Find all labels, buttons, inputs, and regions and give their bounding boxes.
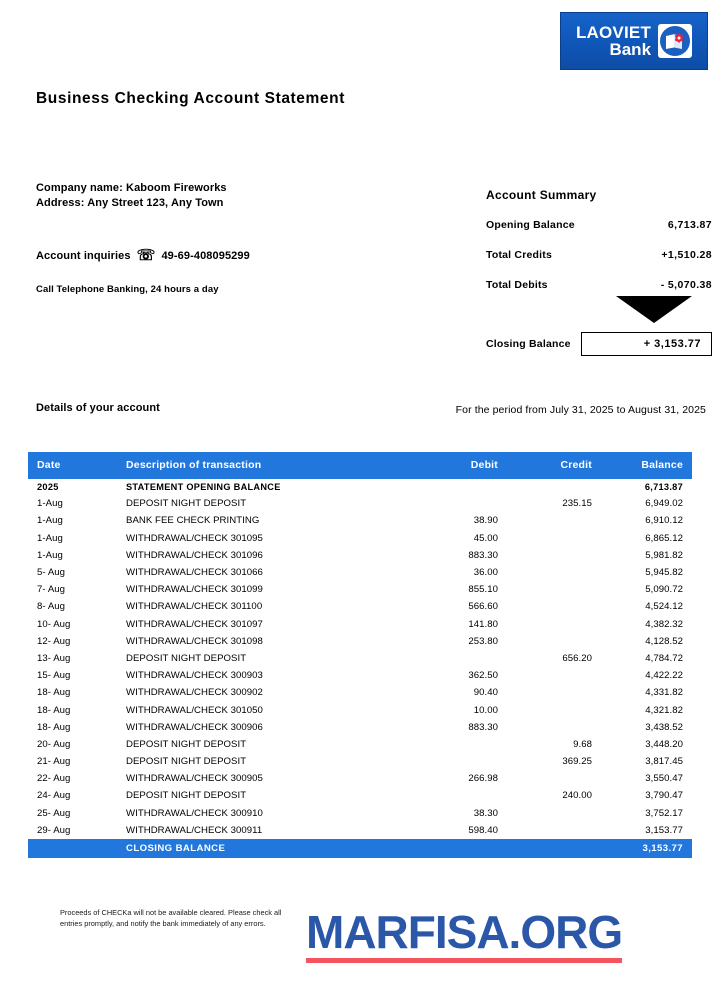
- cell-credit: [516, 479, 608, 495]
- cell-debit: 253.80: [468, 635, 498, 647]
- summary-label: Total Debits: [486, 279, 548, 291]
- cell-description: WITHDRAWAL/CHECK 300910: [126, 807, 263, 819]
- account-inquiries-label: Account inquiries: [36, 249, 131, 262]
- transactions-body: [28, 479, 692, 839]
- bank-name-line1: LAOVIET: [575, 23, 652, 42]
- column-header-description: Description of transaction: [126, 452, 416, 479]
- table-row: [28, 495, 692, 512]
- cell-date: 10- Aug: [37, 618, 71, 630]
- cell-credit: [516, 616, 608, 633]
- cell-date: 1-Aug: [37, 532, 63, 544]
- cell-balance: 4,382.32: [645, 618, 683, 630]
- cell-description: WITHDRAWAL/CHECK 301095: [126, 532, 263, 544]
- summary-value: +1,510.28: [661, 249, 712, 261]
- cell-balance: 6,713.87: [644, 482, 683, 493]
- cell-credit: [516, 667, 608, 684]
- cell-date: 21- Aug: [37, 756, 71, 768]
- watermark: [306, 908, 622, 963]
- account-inquiries-phone: 49-69-408095299: [161, 249, 250, 262]
- cell-credit: [516, 822, 608, 839]
- cell-debit: [416, 787, 516, 804]
- summary-row-opening-balance: [486, 219, 712, 231]
- closing-balance-row: [28, 839, 692, 858]
- telephone-icon: ☏: [136, 247, 156, 264]
- cell-debit: 566.60: [468, 601, 498, 613]
- cell-debit: [416, 495, 516, 512]
- table-row: [28, 564, 692, 581]
- cell-balance: 4,321.82: [645, 704, 683, 716]
- table-row: [28, 512, 692, 529]
- cell-balance: 6,865.12: [645, 532, 683, 544]
- cell-debit: 883.30: [468, 721, 498, 733]
- table-row: [28, 805, 692, 822]
- cell-credit: [516, 530, 608, 547]
- cell-debit: 45.00: [473, 532, 498, 544]
- transactions-table: [28, 452, 692, 858]
- cell-date: 20- Aug: [37, 738, 71, 750]
- cell-balance: 4,422.22: [645, 670, 683, 682]
- cell-description: DEPOSIT NIGHT DEPOSIT: [126, 790, 247, 802]
- cell-date: 18- Aug: [37, 721, 71, 733]
- cell-credit: 240.00: [562, 790, 592, 802]
- cell-debit: 38.30: [473, 807, 498, 819]
- closing-balance-value: + 3,153.77: [581, 332, 712, 356]
- cell-balance: 6,949.02: [645, 498, 683, 510]
- cell-date: 8- Aug: [37, 601, 66, 613]
- cell-balance: 3,153.77: [645, 824, 683, 836]
- bank-logo-text: [576, 24, 651, 58]
- cell-description: WITHDRAWAL/CHECK 301066: [126, 567, 263, 579]
- page-title: Business Checking Account Statement: [36, 90, 345, 107]
- cell-date: 18- Aug: [37, 687, 71, 699]
- cell-credit: [516, 701, 608, 718]
- cell-date: 24- Aug: [37, 790, 71, 802]
- cell-balance: 3,752.17: [645, 807, 683, 819]
- table-row: [28, 633, 692, 650]
- summary-value: - 5,070.38: [660, 279, 712, 291]
- cell-date: 15- Aug: [37, 670, 71, 682]
- cell-credit: [516, 770, 608, 787]
- column-header-debit: Debit: [416, 452, 516, 479]
- cell-date: 29- Aug: [37, 824, 71, 836]
- account-summary: [486, 188, 712, 350]
- down-arrow-icon: [616, 296, 692, 323]
- table-row: [28, 701, 692, 718]
- table-row: [28, 547, 692, 564]
- cell-date: 1-Aug: [37, 549, 63, 561]
- cell-description: WITHDRAWAL/CHECK 300905: [126, 773, 263, 785]
- company-address: Address: Any Street 123, Any Town: [36, 196, 224, 209]
- cell-date: 7- Aug: [37, 584, 66, 596]
- cell-date: 25- Aug: [37, 807, 71, 819]
- summary-row-total-credits: [486, 249, 712, 261]
- summary-row-total-debits: [486, 279, 712, 291]
- cell-description: WITHDRAWAL/CHECK 301100: [126, 601, 263, 613]
- cell-credit: [516, 547, 608, 564]
- cell-credit: 9.68: [573, 738, 592, 750]
- table-row: [28, 581, 692, 598]
- cell-balance: 5,090.72: [645, 584, 683, 596]
- cell-balance: 4,784.72: [645, 652, 683, 664]
- table-row: [28, 479, 692, 495]
- cell-debit: 598.40: [468, 824, 498, 836]
- cell-balance: 5,945.82: [645, 567, 683, 579]
- cell-description: DEPOSIT NIGHT DEPOSIT: [126, 738, 247, 750]
- cell-credit: [516, 633, 608, 650]
- cell-description: DEPOSIT NIGHT DEPOSIT: [126, 652, 247, 664]
- cell-date: 12- Aug: [37, 635, 71, 647]
- table-row: [28, 684, 692, 701]
- cell-balance: 6,910.12: [645, 515, 683, 527]
- column-header-date: Date: [28, 452, 126, 479]
- cell-balance: 5,981.82: [645, 549, 683, 561]
- cell-credit: [516, 598, 608, 615]
- cell-credit: [516, 719, 608, 736]
- cell-description: WITHDRAWAL/CHECK 300902: [126, 687, 263, 699]
- cell-balance: 3,817.45: [645, 756, 683, 768]
- cell-credit: 369.25: [562, 756, 592, 768]
- cell-description: BANK FEE CHECK PRINTING: [126, 515, 260, 527]
- cell-credit: 235.15: [562, 498, 592, 510]
- summary-label: Total Credits: [486, 249, 552, 261]
- cell-description: WITHDRAWAL/CHECK 301097: [126, 618, 263, 630]
- cell-description: WITHDRAWAL/CHECK 301050: [126, 704, 263, 716]
- cell-description: DEPOSIT NIGHT DEPOSIT: [126, 498, 247, 510]
- table-row: [28, 650, 692, 667]
- cell-debit: 36.00: [473, 567, 498, 579]
- bank-name-line2: Bank: [609, 40, 652, 59]
- cell-balance: 3,790.47: [645, 790, 683, 802]
- closing-balance-row-label: CLOSING BALANCE: [126, 839, 416, 858]
- closing-balance-label: Closing Balance: [486, 338, 571, 350]
- watermark-underline: [306, 958, 622, 963]
- summary-value: 6,713.87: [667, 219, 712, 231]
- cell-description: WITHDRAWAL/CHECK 300903: [126, 670, 263, 682]
- cell-balance: 4,128.52: [645, 635, 683, 647]
- summary-label: Opening Balance: [486, 219, 575, 231]
- table-header-row: [28, 452, 692, 479]
- cell-debit: [416, 650, 516, 667]
- cell-credit: [516, 581, 608, 598]
- summary-row-closing-balance: [486, 332, 712, 356]
- cell-date: 1-Aug: [37, 515, 63, 527]
- cell-date: 5- Aug: [37, 567, 66, 579]
- cell-description: STATEMENT OPENING BALANCE: [126, 482, 281, 493]
- cell-date: 13- Aug: [37, 652, 71, 664]
- cell-credit: [516, 512, 608, 529]
- cell-description: WITHDRAWAL/CHECK 301096: [126, 549, 263, 561]
- cell-credit: [516, 805, 608, 822]
- closing-balance-row-value: 3,153.77: [608, 839, 692, 858]
- cell-debit: 10.00: [473, 704, 498, 716]
- cell-debit: 266.98: [468, 773, 498, 785]
- cell-debit: [416, 479, 516, 495]
- cell-date: 22- Aug: [37, 773, 71, 785]
- cell-debit: [416, 736, 516, 753]
- cell-date: 1-Aug: [37, 498, 63, 510]
- statement-period: For the period from July 31, 2025 to August 31, 2025: [455, 404, 706, 416]
- column-header-credit: Credit: [516, 452, 608, 479]
- cell-debit: 141.80: [468, 618, 498, 630]
- table-row: [28, 616, 692, 633]
- cell-description: WITHDRAWAL/CHECK 301099: [126, 584, 263, 596]
- cell-credit: 656.20: [562, 652, 592, 664]
- table-row: [28, 719, 692, 736]
- cell-balance: 4,331.82: [645, 687, 683, 699]
- cell-date: 18- Aug: [37, 704, 71, 716]
- bank-logo: [560, 12, 708, 70]
- table-row: [28, 736, 692, 753]
- disclaimer-text: Proceeds of CHECKa will not be available cleared. Please check all entries promptly, and notify the bank immediately of any errors.: [60, 908, 282, 928]
- customer-block: [36, 181, 227, 211]
- cell-debit: 883.30: [468, 549, 498, 561]
- cell-debit: 90.40: [473, 687, 498, 699]
- company-name: Company name: Kaboom Fireworks: [36, 182, 227, 194]
- table-row: [28, 530, 692, 547]
- cell-debit: 38.90: [473, 515, 498, 527]
- table-row: [28, 770, 692, 787]
- cell-description: WITHDRAWAL/CHECK 300906: [126, 721, 263, 733]
- account-summary-heading: Account Summary: [486, 188, 597, 202]
- cell-credit: [516, 564, 608, 581]
- table-row: [28, 667, 692, 684]
- column-header-balance: Balance: [608, 452, 692, 479]
- telephone-banking-note: Call Telephone Banking, 24 hours a day: [36, 284, 219, 295]
- cell-description: DEPOSIT NIGHT DEPOSIT: [126, 756, 247, 768]
- table-row: [28, 822, 692, 839]
- table-row: [28, 753, 692, 770]
- details-label: Details of your account: [36, 402, 160, 414]
- table-row: [28, 787, 692, 804]
- cell-debit: 855.10: [468, 584, 498, 596]
- cell-balance: 3,550.47: [645, 773, 683, 785]
- book-flower-emblem-icon: [658, 24, 692, 58]
- account-inquiries: [36, 248, 250, 263]
- cell-balance: 3,448.20: [645, 738, 683, 750]
- cell-debit: 362.50: [468, 670, 498, 682]
- cell-description: WITHDRAWAL/CHECK 300911: [126, 824, 263, 836]
- table-row: [28, 598, 692, 615]
- cell-date: 2025: [37, 482, 59, 493]
- cell-credit: [516, 684, 608, 701]
- cell-balance: 4,524.12: [645, 601, 683, 613]
- cell-debit: [416, 753, 516, 770]
- cell-description: WITHDRAWAL/CHECK 301098: [126, 635, 263, 647]
- watermark-text: MARFISA.ORG: [306, 906, 623, 958]
- cell-balance: 3,438.52: [645, 721, 683, 733]
